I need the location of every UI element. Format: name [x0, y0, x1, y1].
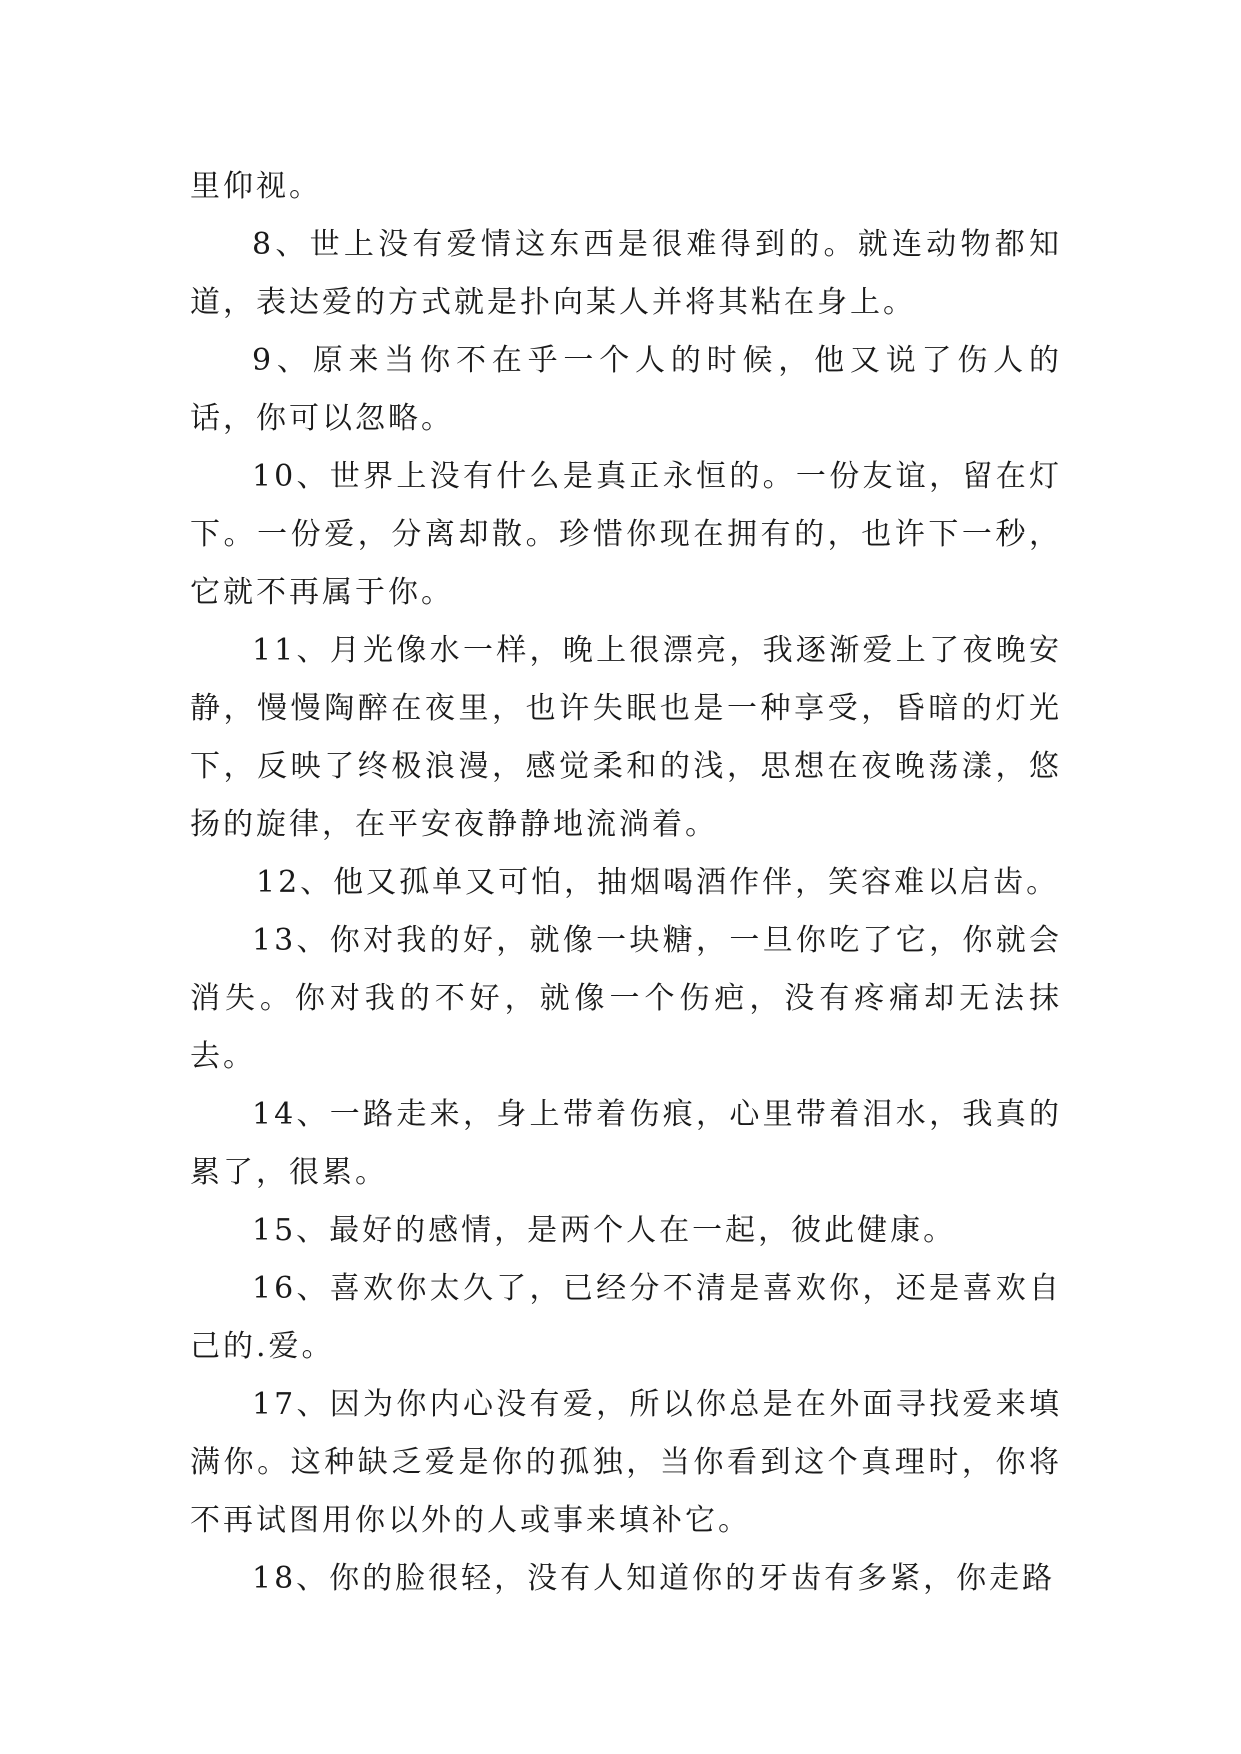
paragraph: 12、他又孤单又可怕，抽烟喝酒作伴，笑容难以启齿。: [256, 865, 1060, 900]
paragraph: 16、喜欢你太久了，已经分不清是喜欢你，还是喜欢自己的.爱。: [190, 1271, 1062, 1364]
paragraph: 10、世界上没有什么是真正永恒的。一份友谊，留在灯下。一份爱，分离却散。珍惜你现在拥有的，也许下一秒，它就不再属于你。: [190, 459, 1062, 610]
paragraph: 8、世上没有爱情这东西是很难得到的。就连动物都知道，表达爱的方式就是扑向某人并将其粘在身上。: [190, 227, 1062, 320]
paragraph: 11、月光像水一样，晚上很漂亮，我逐渐爱上了夜晚安静，慢慢陶醉在夜里，也许失眠也是一种享受，昏暗的灯光下，反映了终极浪漫，感觉柔和的浅，思想在夜晚荡漾，悠扬的旋律，在平安夜静静地流淌着。: [190, 633, 1062, 842]
document-body: [190, 158, 1062, 1608]
paragraph: 17、因为你内心没有爱，所以你总是在外面寻找爱来填满你。这种缺乏爱是你的孤独，当你看到这个真理时，你将不再试图用你以外的人或事来填补它。: [190, 1387, 1062, 1538]
paragraph: 14、一路走来，身上带着伤痕，心里带着泪水，我真的累了，很累。: [190, 1097, 1062, 1190]
paragraph: 里仰视。: [190, 169, 322, 204]
paragraph: 18、你的脸很轻，没有人知道你的牙齿有多紧，你走路: [252, 1561, 1056, 1596]
paragraph: 15、最好的感情，是两个人在一起，彼此健康。: [252, 1213, 957, 1248]
paragraph: 9、原来当你不在乎一个人的时候，他又说了伤人的话，你可以忽略。: [190, 343, 1062, 436]
paragraph: 13、你对我的好，就像一块糖，一旦你吃了它，你就会消失。你对我的不好，就像一个伤疤，没有疼痛却无法抹去。: [190, 923, 1062, 1074]
